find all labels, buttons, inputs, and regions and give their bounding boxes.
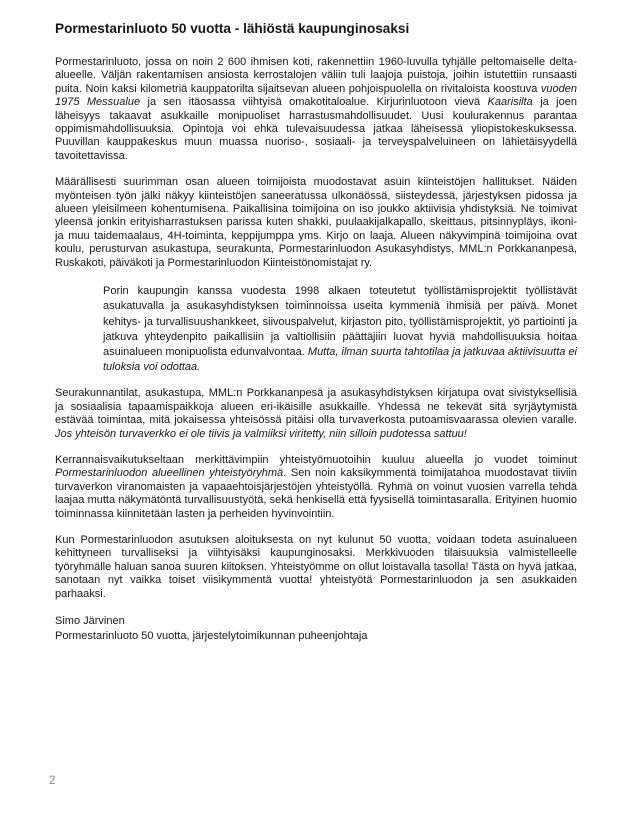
paragraph-cooperation	[55, 454, 577, 521]
text-run-italic-messualue: vuoden 1975 Messualue	[55, 82, 577, 109]
paragraph-meeting-places	[55, 387, 577, 441]
text-run: Porin kaupungin kanssa vuodesta 1998 alkaen toteutetut työllistämisprojektit työllistävät asukatuvalla ja asukasyhdistyksen toiminnoissa useita kymmeniä ihmisiä per päivä. Monet kehitys- ja turvallisuushankkeet, siivouspalvelut, kirjaston pito, työllistämisprojektit, yö partiointi ja jatkuva yhteydenpito paikallisiin ja valtiollisiin päättäjiin luovat hyviä mahdollisuuksia hoitaa asuinalueen monipuolista edunvalvontaa.	[103, 285, 577, 358]
text-run-italic-kaarisilta: Kaarisilta	[487, 96, 533, 109]
paragraph-intro	[55, 56, 577, 163]
page-number: 2	[49, 775, 56, 787]
text-run: Seurakunnantilat, asukastupa, MML:n Porkkananpesä ja asukasyhdistyksen kirjatupa ovat sivistyksellisiä ja sosiaalisia tapaamispaikkoja alueen eri-ikäisille asukkaille. Yhdessä ne tekevät sitä syrjäytymistä estävää toimintaa, mitä jokaisessa yhteisössä pitäisi olla turvaverkosta putoamisvaarassa olevien varalle.	[55, 387, 577, 427]
text-run-italic-turvaverkko: Jos yhteisön turvaverkko ei ole tiivis ja valmiiksi viritetty, niin silloin pudotessa sattuu!	[55, 427, 467, 440]
text-run-italic-mutta: Mutta, ilman suurta tahtotilaa ja jatkuvaa aktiivisuutta ei tuloksia voi odottaa.	[103, 345, 577, 374]
text-run: Pormestarinluoto, jossa on noin 2 600 ihmisen koti, rakennettiin 1960-luvulla tyhjälle peltomaiselle delta-alueelle. Väljän rakentamisen ansiosta kerrostalojen väliin tuli laajoja puistoja, joihin istutettiin runsaasti puita. Noin kaksi kilometriä kauppatorilta sijaitsevan alueen pohjoispuolella on rivitaloista koostuva	[55, 56, 577, 95]
signature-name: Simo Järvinen	[55, 615, 125, 627]
text-run-italic-yhteistyoryhma: Pormestarinluodon alueellinen yhteistyöryhmä	[55, 467, 284, 480]
paragraph-actors	[55, 176, 577, 270]
signature-block	[55, 614, 577, 644]
text-run: Määrällisesti suurimman osan alueen toimijoista muodostavat asuin kiinteistöjen hallitukset. Näiden myönteisen työn jälki näkyy kiinteistöjen saneeratussa ulkonäössä, siisteydessä, järjestyksen pidossa ja alueen yleisilmeen kohentumisena. Paikallisina toimijoina on iso joukko aktiivisia yhdistyksiä. Ne toimivat yleensä jonkin erityisharrastuksen parissa kuten shakki, puulaakijalkapallo, skeittaus, pitsinnypläys, ikoni- ja muu taidemaalaus, 4H-toiminta, keppijumppa yms. Kirjo on laaja. Alueen näkyvimpinä toimijoina ovat koulu, perusturvan asukastupa, seurakunta, Pormestarinluodon Asukasyhdistys, MML:n Porkkananpesä, Ruskakoti, päiväkoti ja Pormestarinluodon Kiinteistönomistajat ry.	[55, 176, 577, 269]
text-run: Kerrannaisvaikutukseltaan merkittävimpiin yhteistyömuotoihin kuuluu alueella jo vuodet toiminut	[55, 453, 577, 466]
signature-role: Pormestarinluoto 50 vuotta, järjestelytoimikunnan puheenjohtaja	[55, 630, 368, 642]
text-run: . Sen noin kaksikymmentä toimijatahoa muodostavat tiiviin turvaverkon viranomaisten ja vapaaehtoisjärjestöjen yhteistyöllä. Ryhmä on voinut vuosien varrella tehdä laajaa mutta näkymätöntä turvallisuustyötä, sekä henkisellä että fyysisellä toimintasaralla. Erityinen huomio toiminnassa kiinnitetään lasten ja perheiden hyvinvointiin.	[55, 467, 577, 520]
text-run: Kun Pormestarinluodon asutuksen aloituksesta on nyt kulunut 50 vuotta, voidaan todeta asuinalueen kehittyneen turvalliseksi ja viihtyisäksi kaupunginosaksi. Merkkivuoden tilaisuuksia valmistelleelle työryhmälle haluan sanoa suuren kiitoksen. Yhteistyömme on ollut loistavalla tasolla! Tästä on hyvä jatkaa, sanotaan nyt vaikka toiset viisikymmentä vuotta! yhteistyötä Pormestarinluodon ja sen asukkaiden parhaaksi.	[55, 533, 577, 600]
text-run: ja joen läheisyys takaavat asukkaille monipuoliset harrastusmahdollisuudet. Uusi koulurakennus parantaa oppimismahdollisuuksia. Opintoja voi ehkä tulevaisuudessa jatkaa läheisessä yliopistokeskuksessa. Puuvillan kauppakeskus muun muassa nuoriso-, sosiaali- ja terveyspalveluineen on lähietäisyydellä tavoitettavissa.	[55, 96, 577, 162]
page-title: Pormestarinluoto 50 vuotta - lähiöstä kaupunginosaksi	[55, 21, 410, 36]
indented-quote-paragraph	[103, 284, 577, 375]
paragraph-closing	[55, 534, 577, 601]
text-run: ja sen itäosassa viihtyisä omakotitaloalue. Kirjurinluotoon vievä	[140, 96, 488, 109]
